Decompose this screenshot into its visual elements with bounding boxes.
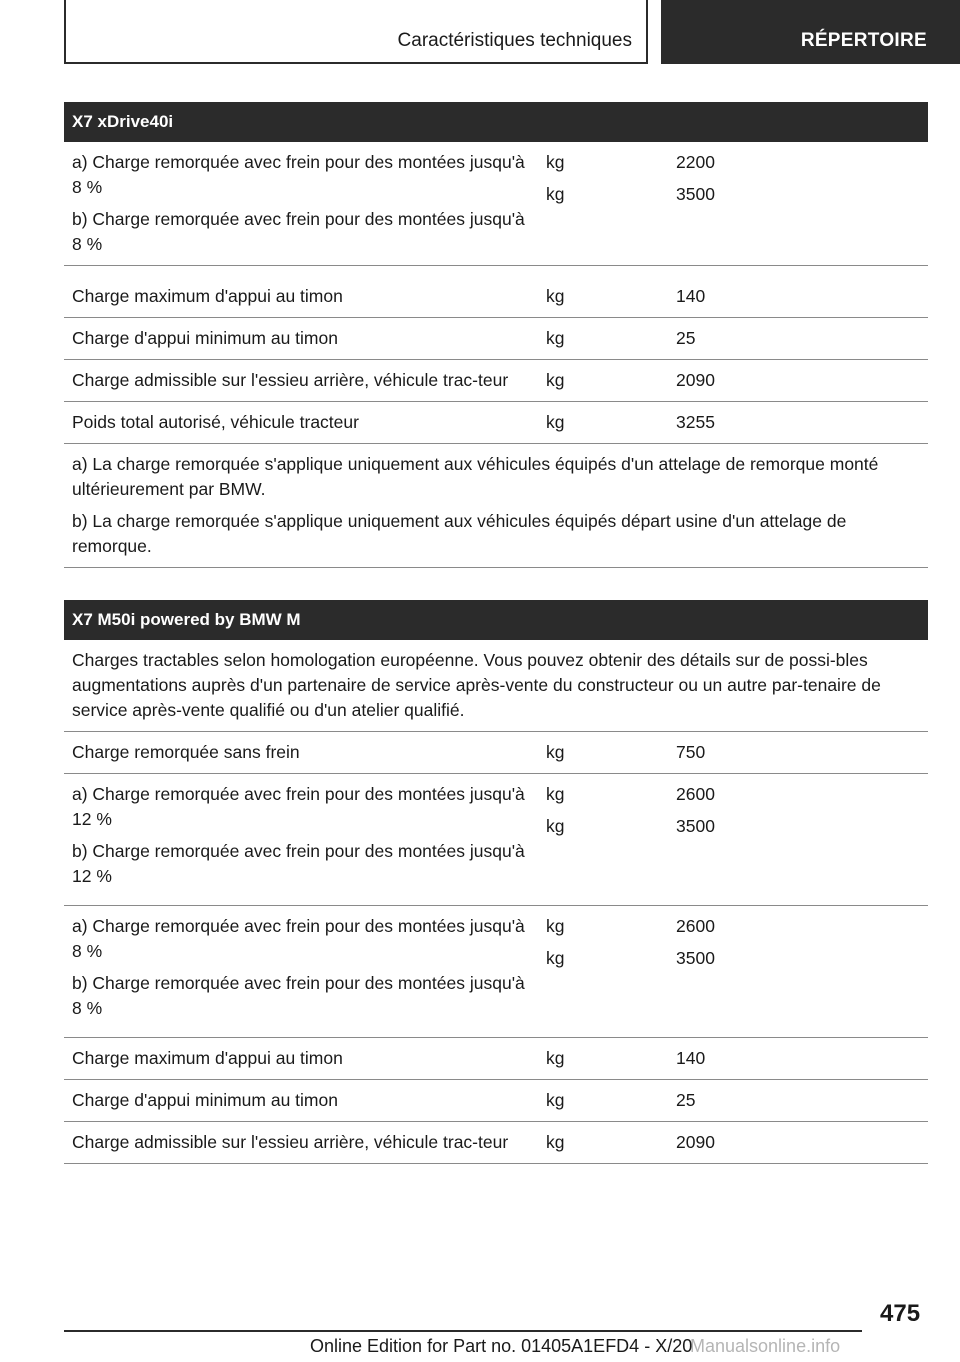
footer-divider xyxy=(64,1330,862,1332)
table-note: b) La charge remorquée s'applique uniquement aux véhicules équipés départ usine d'un attelage de remorque. xyxy=(72,511,847,556)
row-label: Charge admissible sur l'essieu arrière, véhicule trac-teur xyxy=(72,1132,509,1152)
row-unit: kg xyxy=(546,152,565,172)
row-value: 25 xyxy=(676,1090,696,1110)
row-label: Charge maximum d'appui au timon xyxy=(72,286,343,306)
section-title: X7 M50i powered by BMW M xyxy=(64,600,928,640)
table-note: a) La charge remorquée s'applique uniquement aux véhicules équipés d'un attelage de remorque monté ultérieurement par BMW. xyxy=(72,454,879,499)
row-unit: kg xyxy=(546,1048,565,1068)
row-value: 750 xyxy=(676,742,706,762)
row-value: 3500 xyxy=(676,948,715,968)
table-row xyxy=(64,906,928,1038)
row-unit: kg xyxy=(546,328,565,348)
footer-edition: Online Edition for Part no. 01405A1EFD4 - X/20 xyxy=(310,1336,693,1356)
spec-table-m50i xyxy=(64,600,928,1164)
row-value: 3255 xyxy=(676,412,715,432)
table-row xyxy=(64,732,928,774)
table-intro-row xyxy=(64,640,928,732)
row-unit: kg xyxy=(546,370,565,390)
row-label: Charge maximum d'appui au timon xyxy=(72,1048,343,1068)
row-label: b) Charge remorquée avec frein pour des montées jusqu'à 12 % xyxy=(72,841,525,886)
row-unit: kg xyxy=(546,742,565,762)
row-label: Charge d'appui minimum au timon xyxy=(72,1090,338,1110)
row-value: 25 xyxy=(676,328,696,348)
row-value: 140 xyxy=(676,286,706,306)
row-value: 140 xyxy=(676,1048,706,1068)
row-value: 2600 xyxy=(676,916,715,936)
row-unit: kg xyxy=(546,184,565,204)
section-title: X7 xDrive40i xyxy=(64,102,928,142)
table-row xyxy=(64,276,928,318)
row-value: 2090 xyxy=(676,370,715,390)
row-label: Charge remorquée sans frein xyxy=(72,742,300,762)
row-label: Charge admissible sur l'essieu arrière, véhicule trac-teur xyxy=(72,370,509,390)
row-unit: kg xyxy=(546,412,565,432)
row-unit: kg xyxy=(546,916,565,936)
row-label: a) Charge remorquée avec frein pour des montées jusqu'à 8 % xyxy=(72,152,525,197)
table-notes-row xyxy=(64,444,928,568)
row-value: 2090 xyxy=(676,1132,715,1152)
row-unit: kg xyxy=(546,286,565,306)
row-value: 3500 xyxy=(676,816,715,836)
table-row xyxy=(64,402,928,444)
header-section-label: RÉPERTOIRE xyxy=(800,30,927,51)
section-intro: Charges tractables selon homologation européenne. Vous pouvez obtenir des détails sur de possi-bles augmentations auprès d'un partenaire de service après-vente du constructeur ou un autre par-tenaire de service après-vente qualifié ou d'un atelier qualifié. xyxy=(72,650,881,720)
row-unit: kg xyxy=(546,1090,565,1110)
row-label: Poids total autorisé, véhicule tracteur xyxy=(72,412,359,432)
row-value: 2200 xyxy=(676,152,715,172)
table-row xyxy=(64,1122,928,1164)
table-row xyxy=(64,360,928,402)
table-row xyxy=(64,142,928,266)
row-unit: kg xyxy=(546,816,565,836)
row-unit: kg xyxy=(546,1132,565,1152)
spec-table-xdrive40i xyxy=(64,102,928,568)
header-section-tab[interactable] xyxy=(661,0,960,64)
row-unit: kg xyxy=(546,784,565,804)
row-label: a) Charge remorquée avec frein pour des montées jusqu'à 8 % xyxy=(72,916,525,961)
row-label: a) Charge remorquée avec frein pour des montées jusqu'à 12 % xyxy=(72,784,525,829)
header-chapter-title: Caractéristiques techniques xyxy=(397,30,632,51)
table-row xyxy=(64,774,928,906)
row-value: 3500 xyxy=(676,184,715,204)
row-label: b) Charge remorquée avec frein pour des montées jusqu'à 8 % xyxy=(72,209,525,254)
page-number: 475 xyxy=(880,1300,921,1327)
footer-watermark: Manualsonline.info xyxy=(690,1336,841,1356)
row-label: b) Charge remorquée avec frein pour des montées jusqu'à 8 % xyxy=(72,973,525,1018)
header-chapter-tab xyxy=(64,0,648,64)
row-unit: kg xyxy=(546,948,565,968)
table-row xyxy=(64,318,928,360)
table-row xyxy=(64,1080,928,1122)
table-row xyxy=(64,1038,928,1080)
row-value: 2600 xyxy=(676,784,715,804)
row-label: Charge d'appui minimum au timon xyxy=(72,328,338,348)
